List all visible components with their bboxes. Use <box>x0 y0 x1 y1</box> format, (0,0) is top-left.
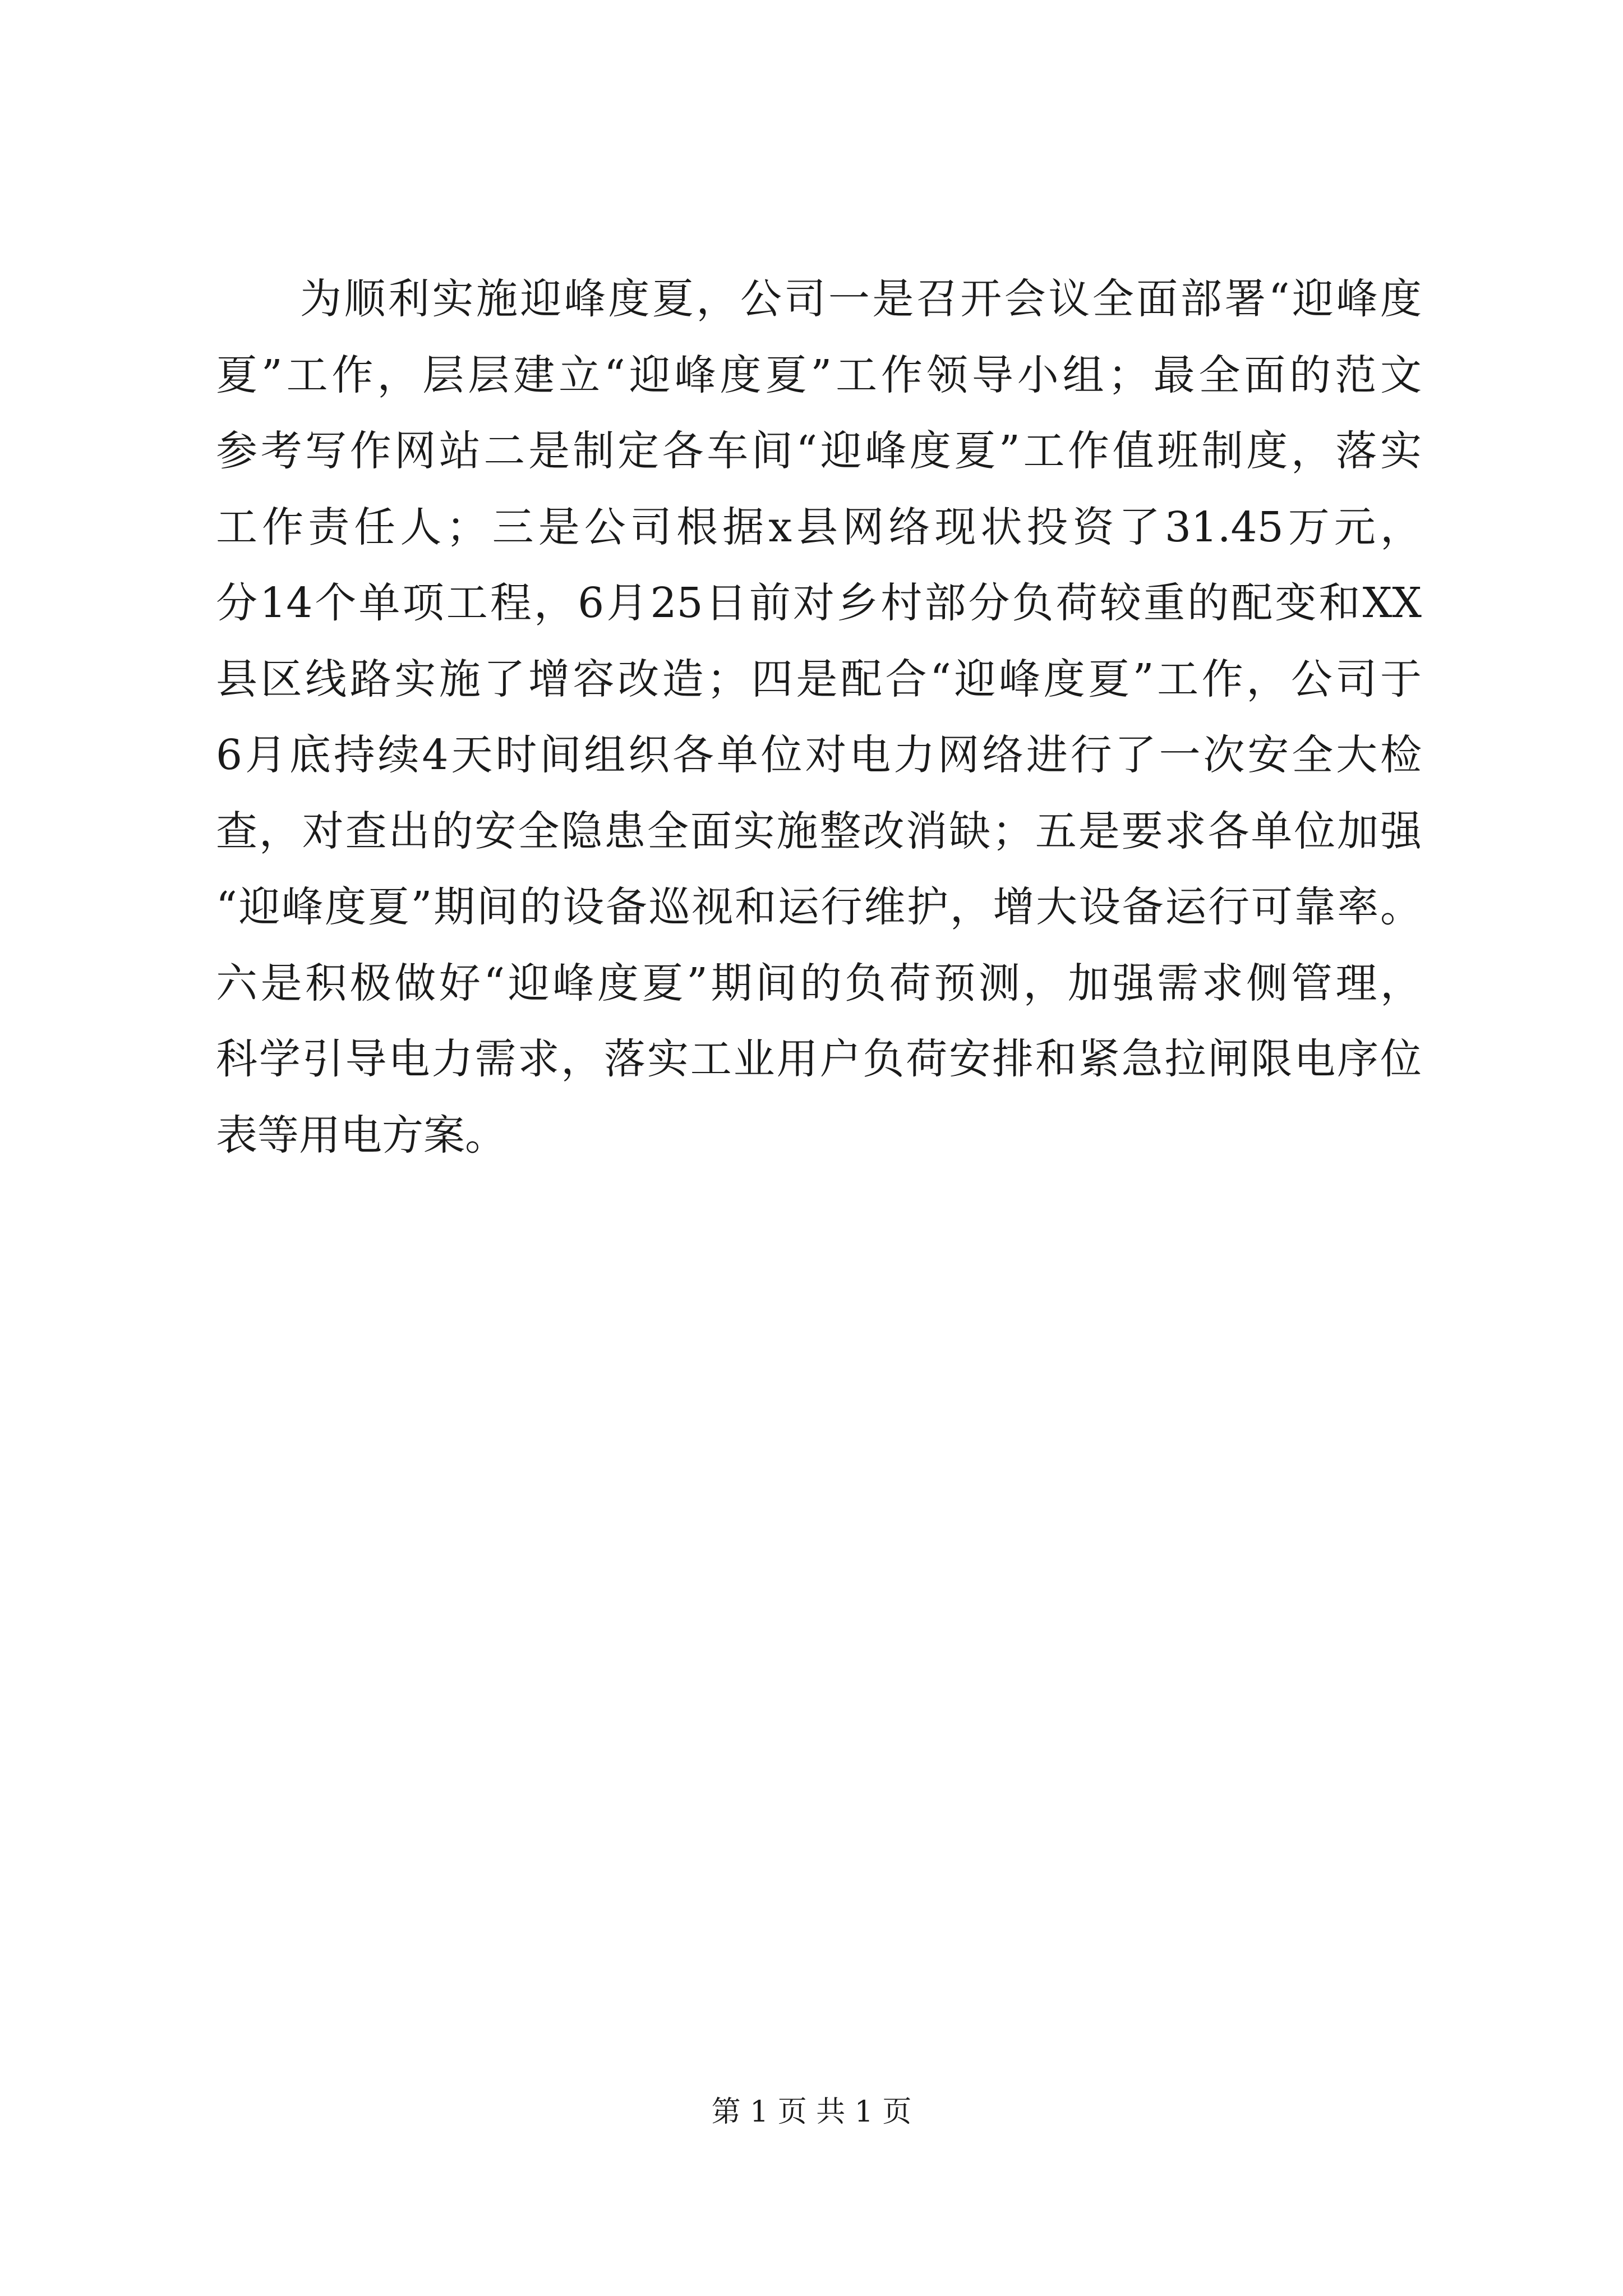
paragraph-line: 分14个单项工程，6月25日前对乡村部分负荷较重的配变和XX <box>216 579 1422 627</box>
body-paragraph <box>216 261 1422 1174</box>
paragraph-line: 查，对查出的安全隐患全面实施整改消缺；五是要求各单位加强 <box>216 807 1422 855</box>
paragraph-line: 夏”工作，层层建立“迎峰度夏”工作领导小组；最全面的范文 <box>216 351 1422 399</box>
paragraph-line: 表等用电方案。 <box>216 1111 506 1159</box>
paragraph-line: 为顺利实施迎峰度夏，公司一是召开会议全面部署“迎峰度 <box>300 275 1422 323</box>
paragraph-line: 6月底持续4天时间组织各单位对电力网络进行了一次安全大检 <box>216 731 1422 779</box>
paragraph-line: “迎峰度夏”期间的设备巡视和运行维护，增大设备运行可靠率。 <box>216 883 1422 931</box>
paragraph-line: 科学引导电力需求，落实工业用户负荷安排和紧急拉闸限电序位 <box>216 1035 1422 1083</box>
paragraph-line: 县区线路实施了增容改造；四是配合“迎峰度夏”工作，公司于 <box>216 655 1422 703</box>
page-number-footer: 第 1 页 共 1 页 <box>711 2095 912 2129</box>
paragraph-line: 工作责任人；三是公司根据x县网络现状投资了31.45万元， <box>216 503 1422 551</box>
paragraph-line: 参考写作网站二是制定各车间“迎峰度夏”工作值班制度，落实 <box>216 427 1422 475</box>
paragraph-line: 六是积极做好“迎峰度夏”期间的负荷预测，加强需求侧管理， <box>216 959 1422 1007</box>
